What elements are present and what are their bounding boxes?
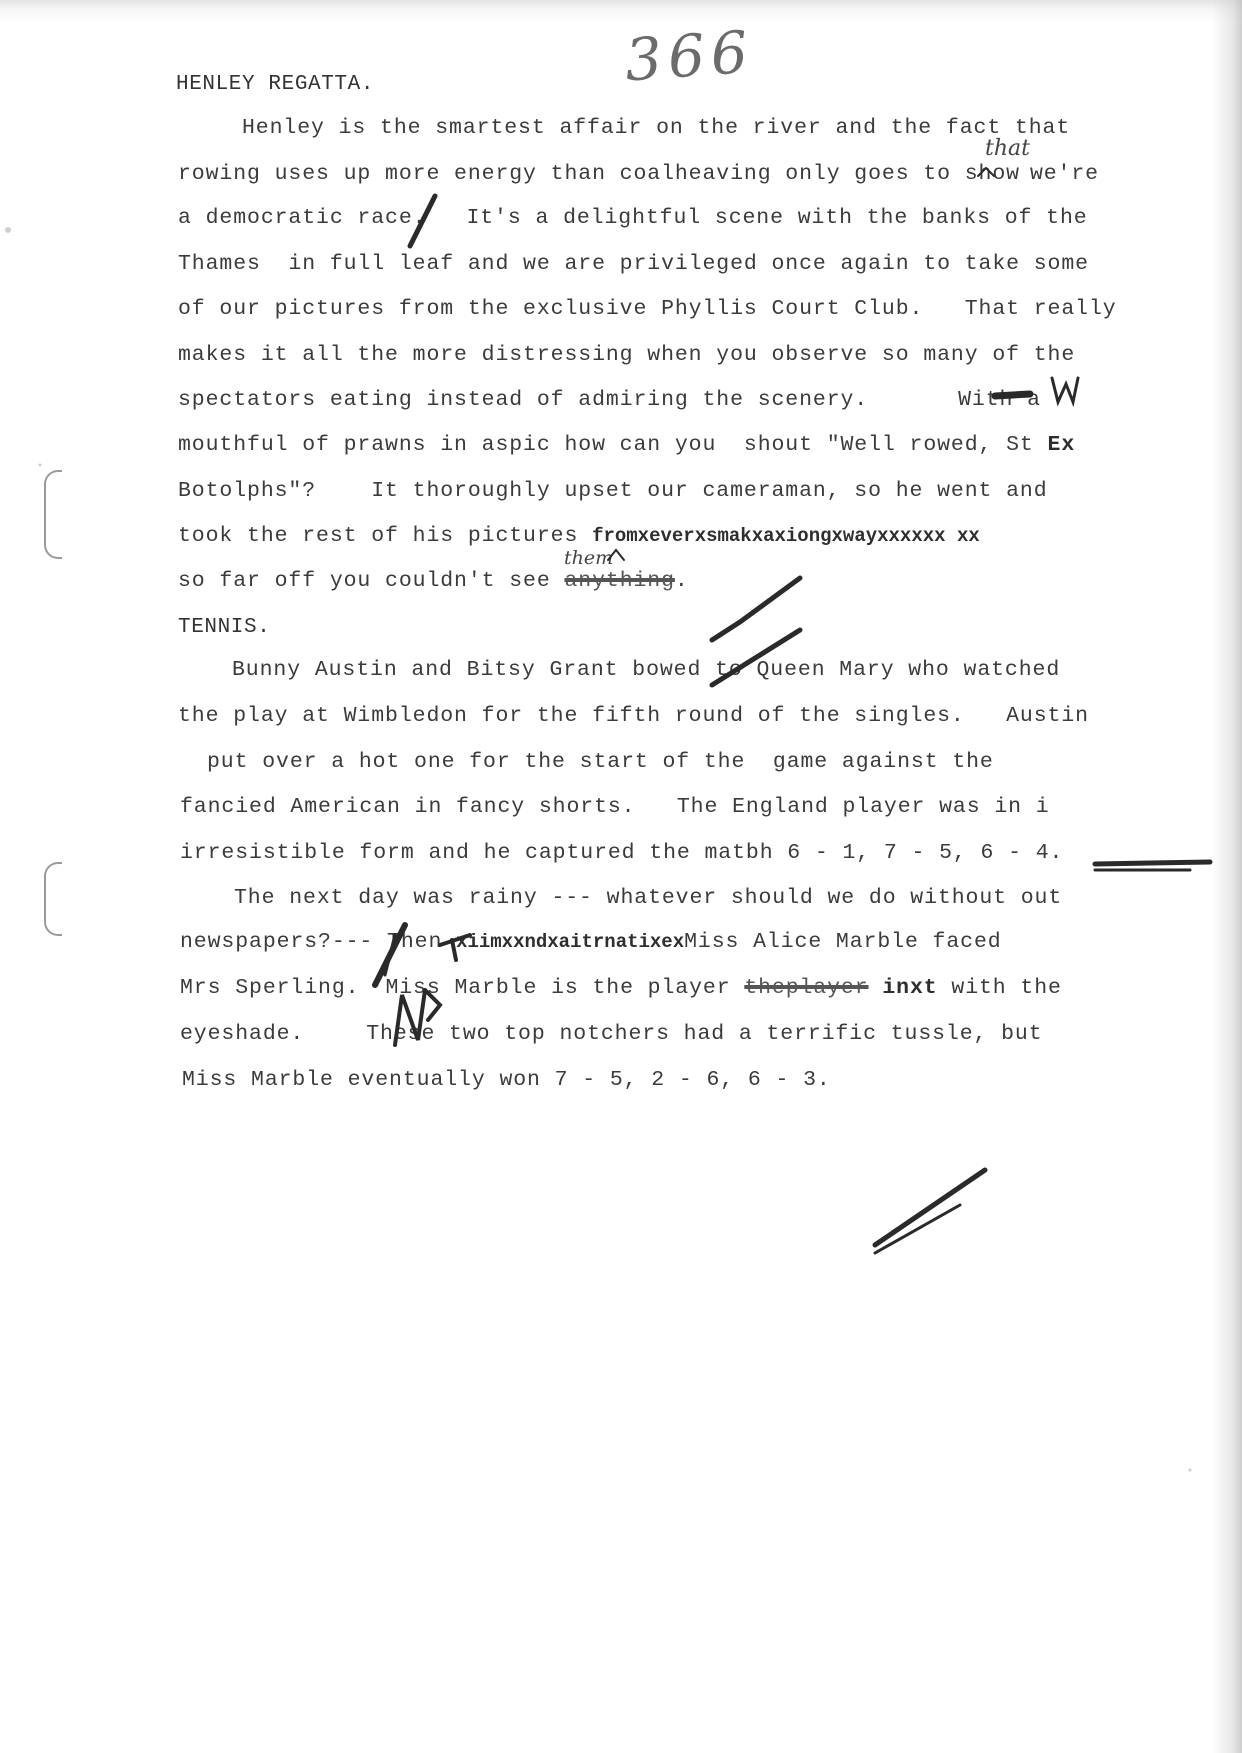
text-line: Botolphs"? It thoroughly upset our cameraman, so he went and: [178, 479, 1048, 503]
text-line: the play at Wimbledon for the fifth round of the singles. Austin: [178, 704, 1089, 728]
text-line: irresistible form and he captured the matbh 6 - 1, 7 - 5, 6 - 4.: [180, 841, 1064, 865]
text-line: makes it all the more distressing when you observe so many of the: [178, 343, 1076, 367]
heading-tennis: TENNIS.: [178, 616, 271, 639]
handwritten-t-mark: [440, 935, 470, 960]
insert-caret-mark: [978, 168, 994, 176]
text-line: Thames in full leaf and we are privileged once again to take some: [178, 252, 1089, 276]
text-segment: It's a delightful scene with the banks of the: [466, 206, 1088, 230]
text-segment: rowing uses up more energy than coalheaving only goes to show: [178, 162, 1020, 186]
text-segment: mouthful of prawns in aspic how can you shout "Well rowed, St: [178, 433, 1034, 457]
text-line: The next day was rainy --- whatever should we do without out: [234, 886, 1063, 910]
text-segment: newspapers?: [180, 930, 332, 954]
slash-mark: [712, 630, 800, 685]
slash-mark: [875, 1205, 960, 1253]
struck-word: theplayer: [744, 976, 869, 1000]
handwritten-insert-them: them: [564, 547, 614, 569]
heading-henley-regatta: HENLEY REGATTA.: [176, 73, 375, 96]
slash-mark: [410, 196, 435, 246]
slash-mark: [385, 935, 395, 975]
text-line: fancied American in fancy shorts. The England player was in i: [180, 795, 1050, 819]
text-segment: Miss Marble is the player: [385, 976, 731, 1000]
handwritten-page-number: 366: [622, 17, 756, 95]
text-line: Bunny Austin and Bitsy Grant bowed to Queen Mary who watched: [232, 658, 1061, 682]
text-segment: With a: [958, 388, 1041, 412]
slash-mark: [875, 1170, 985, 1245]
struck-typing: inxt: [882, 976, 938, 1000]
slash-mark: [712, 578, 800, 640]
struck-typing: xiimxxndxaitrnatixex: [456, 931, 685, 953]
struck-word: anything: [564, 569, 675, 593]
text-segment: These two top notchers had a terrific tussle, but: [366, 1022, 1043, 1046]
text-line: Miss Marble eventually won 7 - 5, 2 - 6, 6 - 3.: [182, 1068, 831, 1092]
text-segment: Mrs Sperling.: [180, 976, 360, 1000]
handwritten-insert-that: that: [985, 136, 1030, 161]
text-line: of our pictures from the exclusive Phyllis Court Club. That really: [178, 297, 1117, 321]
strike-mark: [1095, 862, 1210, 864]
text-line: Henley is the smartest affair on the river and the fact that: [242, 116, 1071, 140]
text-segment: spectators eating instead of admiring the scenery.: [178, 388, 869, 412]
text-segment: so far off you couldn't see: [178, 569, 551, 593]
new-paragraph-mark: [395, 990, 440, 1045]
text-segment: Miss Alice Marble faced: [684, 930, 1002, 954]
paper-specks: [5, 227, 1192, 1472]
text-segment: with the: [951, 976, 1062, 1000]
struck-typing: Ex: [1047, 433, 1076, 457]
handwritten-w-mark: [1052, 378, 1078, 402]
struck-typing: fromxeverxsmakxaxiongxwayxxxxxx xx: [592, 525, 980, 547]
text-line: put over a hot one for the start of the game against the: [207, 750, 994, 774]
text-segment: .: [674, 569, 689, 593]
text-segment: eyeshade.: [180, 1022, 305, 1046]
text-segment: --- Then: [331, 930, 443, 954]
strike-mark: [995, 394, 1030, 396]
text-segment: a democratic race.: [178, 206, 427, 230]
text-segment: took the rest of his pictures: [178, 524, 579, 548]
text-segment: we're: [1029, 162, 1099, 186]
insert-caret-mark: [608, 550, 624, 560]
